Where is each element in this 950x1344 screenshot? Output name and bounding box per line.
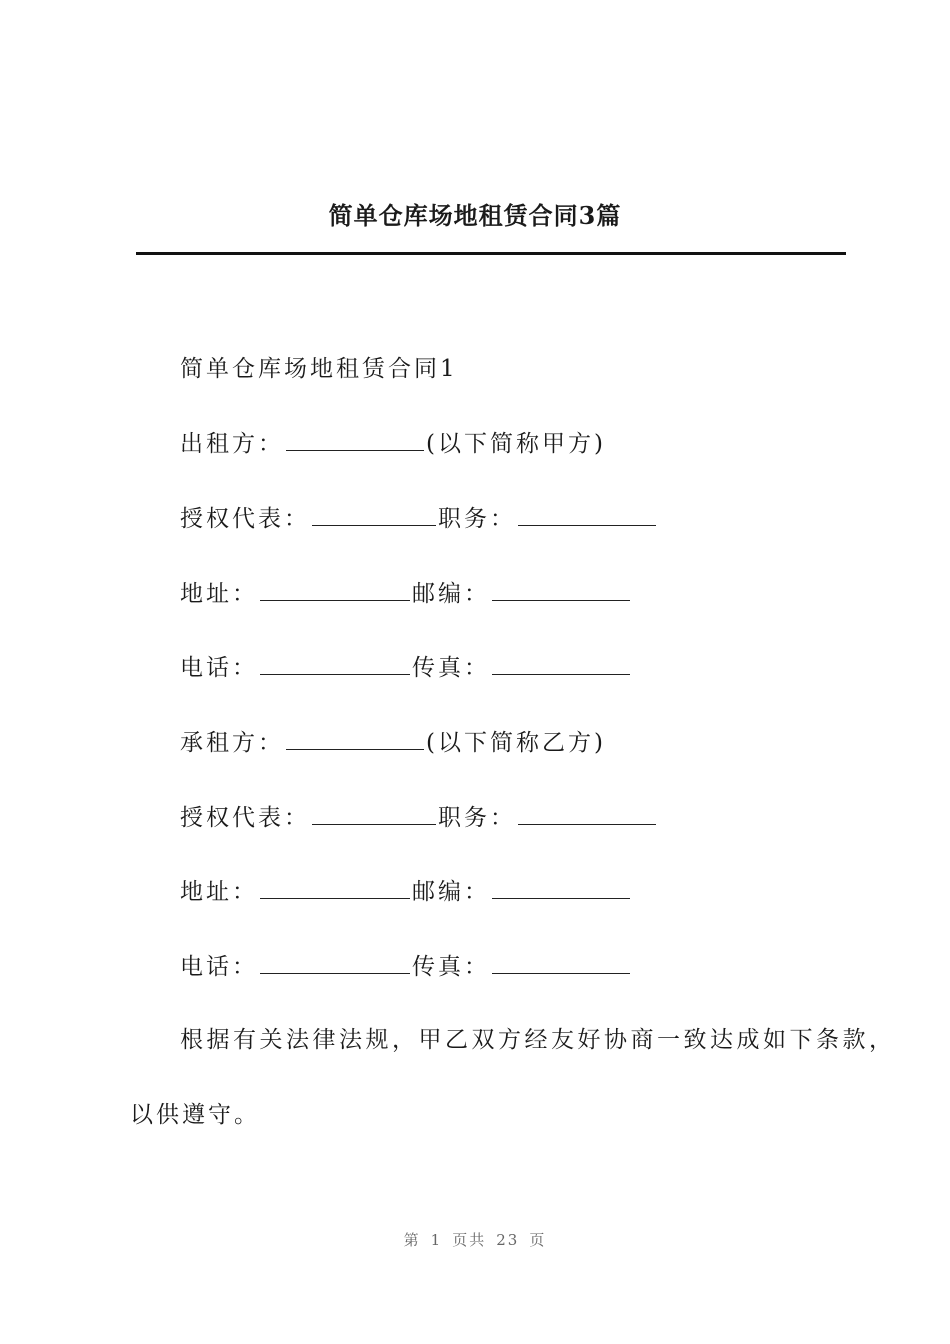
document-title: 简单仓库场地租赁合同3篇 [328,201,622,230]
fax-label: 传真： [412,655,490,681]
body-paragraph-line1: 根据有关法律法规，甲乙双方经友好协商一致达成如下条款， [180,1027,896,1053]
body-paragraph-line2: 以供遵守。 [130,1102,260,1128]
lessor-address-line [180,578,632,609]
title-rule [136,252,846,255]
lessee-label: 承租方： [180,730,284,756]
postcode-label: 邮编： [412,581,490,607]
lessee-address-blank[interactable] [260,876,410,899]
lessor-fax-blank[interactable] [492,652,630,675]
lessor-suffix: (以下简称甲方) [426,431,606,457]
lessee-rep-line [180,802,658,833]
lessor-rep-line [180,503,658,534]
lessor-rep-blank[interactable] [312,503,436,526]
lessor-label: 出租方： [180,431,284,457]
phone-label: 电话： [180,954,258,980]
lessor-blank[interactable] [286,428,424,451]
footer-mid: 页共 [452,1231,487,1249]
lessor-line [180,428,606,459]
phone-label: 电话： [180,655,258,681]
address-label: 地址： [180,581,258,607]
lessee-fax-blank[interactable] [492,951,630,974]
lessee-phone-line [180,951,632,982]
page-footer [0,1229,950,1250]
footer-page-total: 23 [496,1231,520,1249]
lessor-phone-blank[interactable] [260,652,410,675]
lessee-rep-blank[interactable] [312,802,436,825]
lessee-suffix: (以下简称乙方) [426,730,606,756]
section-heading: 简单仓库场地租赁合同1 [180,356,458,382]
lessee-position-blank[interactable] [518,802,656,825]
lessee-blank[interactable] [286,727,424,750]
lessee-phone-blank[interactable] [260,951,410,974]
lessor-phone-line [180,652,632,683]
address-label: 地址： [180,879,258,905]
lessor-address-blank[interactable] [260,578,410,601]
fax-label: 传真： [412,954,490,980]
lessee-address-line [180,876,632,907]
lessee-postcode-blank[interactable] [492,876,630,899]
position-label: 职务： [438,805,516,831]
lessor-postcode-blank[interactable] [492,578,630,601]
rep-label: 授权代表： [180,805,310,831]
postcode-label: 邮编： [412,879,490,905]
rep-label: 授权代表： [180,506,310,532]
footer-page-number: 1 [430,1231,443,1249]
lessor-position-blank[interactable] [518,503,656,526]
footer-suffix: 页 [529,1231,547,1249]
lessee-line [180,727,606,758]
position-label: 职务： [438,506,516,532]
footer-prefix: 第 [403,1231,421,1249]
